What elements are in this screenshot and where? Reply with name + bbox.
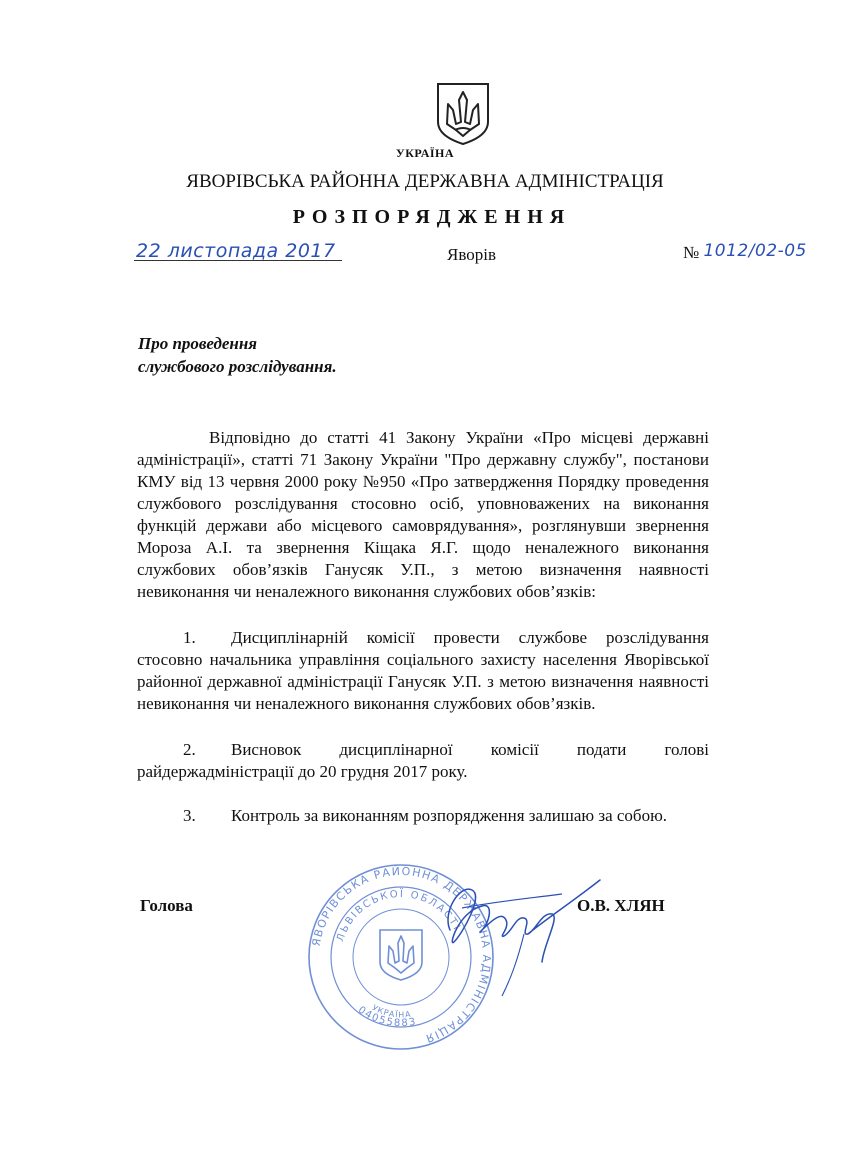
list-item xyxy=(137,627,709,715)
item-number: 1. xyxy=(183,628,196,647)
date-underline xyxy=(134,260,342,261)
item-number: 3. xyxy=(183,806,196,825)
signatory-name: О.В. ХЛЯН xyxy=(577,896,665,915)
item-text: Дисциплінарній комісії провести службове розслідування стосовно начальника управління соціального захисту населення Яворівської районної державної адміністрації Ганусяк У.П. з метою визначення наявності невиконання чи неналежного виконання службових обов’язків. xyxy=(137,628,709,713)
tryzub-icon xyxy=(434,82,492,146)
stamp-tryzub-icon xyxy=(380,930,422,980)
number-prefix: № xyxy=(683,243,700,262)
list-item xyxy=(137,805,709,827)
stamp-outer-text: ЯВОРІВСЬКА РАЙОННА ДЕРЖАВНА АДМІНІСТРАЦІЯ xyxy=(309,864,494,1046)
subject-line-1: Про проведення xyxy=(138,334,258,353)
number-text: 1012/02-05 xyxy=(703,241,807,261)
organization-title: ЯВОРІВСЬКА РАЙОННА ДЕРЖАВНА АДМІНІСТРАЦІЯ xyxy=(186,171,664,192)
document-subject xyxy=(138,332,337,378)
stamp-country: УКРАЇНА xyxy=(370,1003,413,1020)
list-item xyxy=(137,739,709,783)
document-date xyxy=(136,240,336,262)
country-label: УКРАЇНА xyxy=(395,146,455,160)
stamp-inner-text: ЛЬВІВСЬКОЇ ОБЛАСТІ xyxy=(335,888,463,944)
preamble-paragraph: Відповідно до статті 41 Закону України «Про місцеві державні адміністрації», статті 71 Закону України "Про державну службу", постанови КМУ від 13 червня 2000 року №950 «Про затвердження Порядку проведення службового розслідування стосовно осіб, уповноважених на виконання функцій держави або місцевого самоврядування», розглянувши звернення Мороза А.І. та звернення Кіщака Я.Г. щодо неналежного виконання службових обов’язків Ганусяк У.П., з метою визначення наявності невиконання чи неналежного виконання службових обов’язків: xyxy=(137,428,709,601)
handwritten-signature xyxy=(432,872,602,1002)
date-text: 22 листопада 2017 xyxy=(136,240,336,262)
place-of-issue: Яворів xyxy=(447,245,496,264)
item-text: Висновок дисциплінарної комісії подати голові райдержадміністрації до 20 грудня 2017 року. xyxy=(137,740,709,781)
document-type-title: РОЗПОРЯДЖЕННЯ xyxy=(292,206,572,228)
subject-line-2: службового розслідування. xyxy=(138,357,337,376)
item-text: Контроль за виконанням розпорядження залишаю за собою. xyxy=(231,806,668,825)
item-number: 2. xyxy=(183,740,196,759)
signatory-title: Голова xyxy=(140,896,193,915)
document-number xyxy=(683,243,807,263)
stamp-code: 04055883 xyxy=(355,1004,418,1030)
